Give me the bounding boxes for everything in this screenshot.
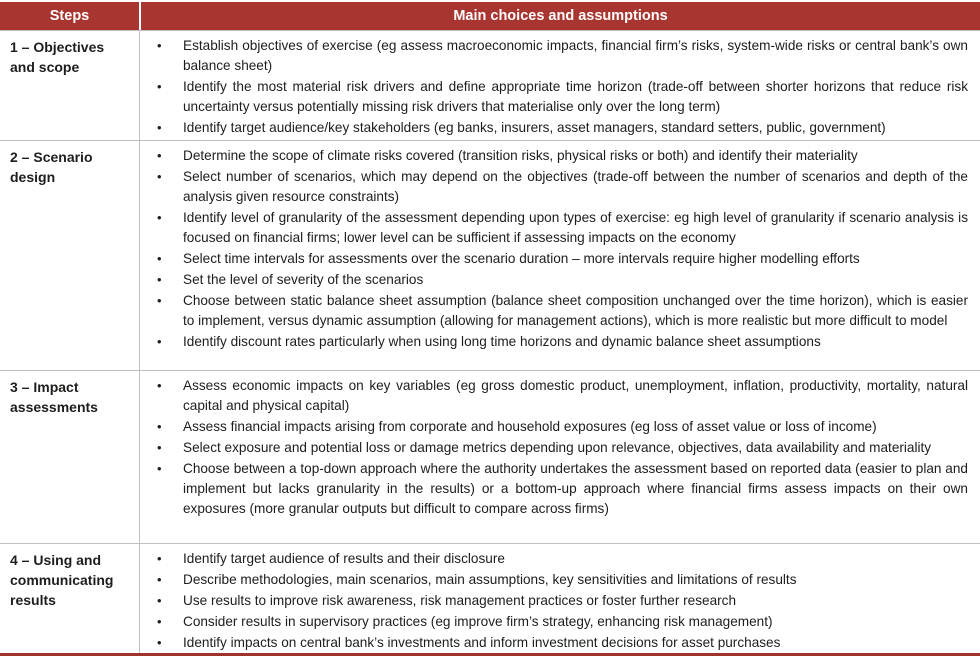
bullet-text: Choose between static balance sheet assumption (balance sheet composition unchanged over the time horizon), which is easier to implement, versus dynamic assumption (allowing for management actions), which is more realistic but more difficult to model [183,293,968,328]
step-label: 2 – Scenario design [0,141,140,370]
bullet-text: Identify the most material risk drivers and define appropriate time horizon (trade-off between shorter horizons that reduce risk uncertainty versus potentially missing risk drivers that materialise only over the long term) [183,79,968,114]
bullet-icon: • [157,593,162,608]
bullet-item [155,633,968,653]
bullet-icon: • [157,210,162,225]
bullet-text: Identify impacts on central bank’s investments and inform investment decisions for asset purchases [183,635,781,650]
bullet-icon: • [157,334,162,349]
bullet-icon: • [157,635,162,650]
bullet-item [155,459,968,519]
bullet-icon: • [157,378,162,393]
bullet-list [140,141,980,370]
bullet-text: Assess financial impacts arising from corporate and household exposures (eg loss of asset value or loss of income) [183,419,877,434]
bullet-text: Select exposure and potential loss or damage metrics depending upon relevance, objectives, data availability and materiality [183,440,932,455]
bullet-icon: • [157,419,162,434]
bullet-text: Select time intervals for assessments over the scenario duration – more intervals require higher modelling efforts [183,251,860,266]
bullet-text: Describe methodologies, main scenarios, main assumptions, key sensitivities and limitations of results [183,572,797,587]
bullet-text: Identify level of granularity of the assessment depending upon types of exercise: eg high level of granularity if scenario analysis is focused on financial firms; lower level can be sufficient if assessing impacts on the economy [183,210,968,245]
choices-column-header: Main choices and assumptions [141,2,980,30]
bullet-icon: • [157,614,162,629]
bullet-icon: • [157,293,162,308]
bullet-item [155,36,968,76]
bullet-item [155,612,968,632]
table-row [0,544,980,653]
bullet-item [155,208,968,248]
bullet-icon: • [157,572,162,587]
table-row [0,141,980,371]
bullet-item [155,417,968,437]
bullet-item [155,167,968,207]
bullet-icon: • [157,272,162,287]
bullet-item [155,376,968,416]
table-header-row [0,2,980,31]
bullet-icon: • [157,551,162,566]
bullet-icon: • [157,440,162,455]
bullet-list [140,371,980,543]
step-label: 4 – Using and communicating results [0,544,140,653]
bullet-icon: • [157,169,162,184]
bullet-item [155,570,968,590]
bullet-item [155,591,968,611]
steps-column-header: Steps [0,2,139,30]
bullet-text: Set the level of severity of the scenarios [183,272,424,287]
bullet-text: Use results to improve risk awareness, risk management practices or foster further research [183,593,737,608]
bullet-item [155,438,968,458]
bullet-text: Identify target audience/key stakeholders (eg banks, insurers, asset managers, standard setters, public, government) [183,120,886,135]
bullet-text: Identify discount rates particularly when using long time horizons and dynamic balance sheet assumptions [183,334,821,349]
bullet-item [155,118,968,138]
bullet-icon: • [157,79,162,94]
bullet-text: Establish objectives of exercise (eg assess macroeconomic impacts, financial firm’s risks, system-wide risks or central bank’s own balance sheet) [183,38,968,73]
bullet-icon: • [157,148,162,163]
bullet-text: Choose between a top-down approach where the authority undertakes the assessment based on reported data (easier to plan and implement but lacks granularity in the results) or a bottom-up approach where financial firms assess impacts on their own exposures (more granular outputs but difficult to compare across firms) [183,461,968,516]
bullet-text: Select number of scenarios, which may depend on the objectives (trade-off between the number of scenarios and depth of the analysis given resource constraints) [183,169,968,204]
bullet-text: Assess economic impacts on key variables (eg gross domestic product, unemployment, inflation, productivity, mortality, natural capital and physical capital) [183,378,968,413]
table-row [0,31,980,141]
bullet-text: Determine the scope of climate risks covered (transition risks, physical risks or both) and identify their materiality [183,148,858,163]
step-label: 1 – Objectives and scope [0,31,140,140]
bullet-text: Consider results in supervisory practices (eg improve firm’s strategy, enhancing risk management) [183,614,773,629]
bullet-list [140,31,980,140]
bullet-icon: • [157,251,162,266]
bullet-item [155,549,968,569]
bullet-list [140,544,980,653]
bullet-item [155,77,968,117]
bullet-icon: • [157,461,162,476]
bullet-text: Identify target audience of results and their disclosure [183,551,505,566]
bullet-item [155,146,968,166]
bullet-item [155,249,968,269]
table-row [0,371,980,544]
table-body [0,31,980,653]
bullet-item [155,332,968,352]
bullet-icon: • [157,38,162,53]
bullet-item [155,270,968,290]
step-label: 3 – Impact assessments [0,371,140,543]
bullet-item [155,291,968,331]
bullet-icon: • [157,120,162,135]
table-bottom-rule [0,653,980,656]
